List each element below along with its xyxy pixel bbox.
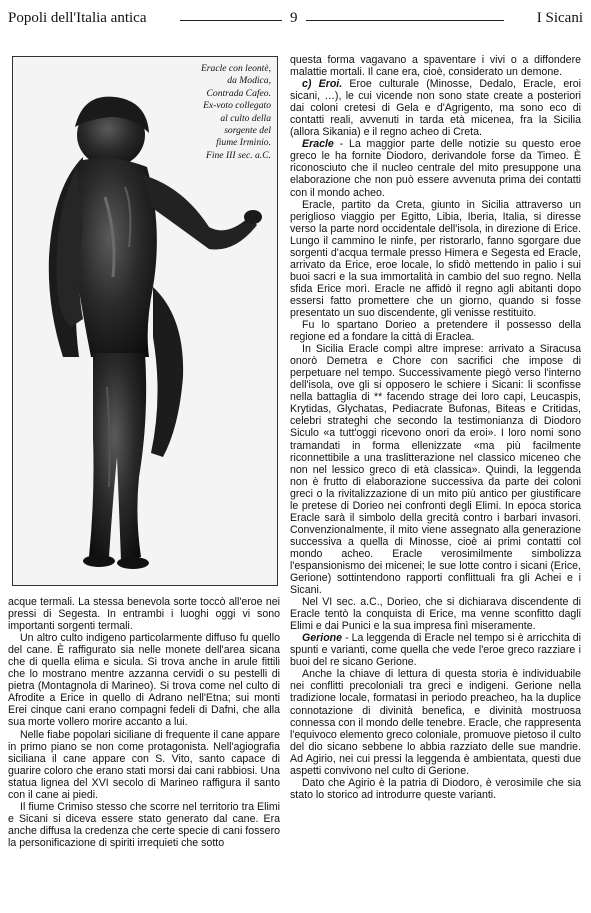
- header-rule-left: [180, 20, 282, 21]
- book-title: Popoli dell'Italia antica: [8, 10, 147, 26]
- paragraph: Anche la chiave di lettura di questa storia è individuabile nei conflitti precoloniali tra greci e indigeni. Gerione nella tradizione locale, formatasi in periodo preacheo, ha la duplice connotazione di divinità benefica, e divinità mostruosa connessa con il mondo delle tenebre. Eracle, che rappresenta l'equivoco elemento greco coloniale, promuove pietoso il culto del dio sicano sebbene lo abbia razziato delle sue mandrie. Ad Agirio, nei cui pressi la leggenda è ambientata, questi due aspetti convivono nel culto di Gerione.: [290, 668, 581, 777]
- paragraph: Nelle fiabe popolari siciliane di frequente il cane appare in primo piano se non come protagonista. Nell'agiografia siciliana il cane appare con S. Vito, santo capace di guarire coloro che erano stati morsi dai cani rabbiosi. Una statua lignea del XVI secolo di Marineo raffigura il santo con il cane ai piedi.: [8, 728, 280, 801]
- gerione-heading: Gerione: [302, 632, 343, 645]
- paragraph: Un altro culto indigeno particolarmente diffuso fu quello del cane. È raffigurato sia nelle monete dell'area sicana che di quella elima e sicula. Si trova anche in arule fittili che lo mostrano mentre azzanna cervidi o su pestelli di pietra (Montagnola di Marineo). Si trova come nel culto di Afrodite a Erice in quello di Adrano nell'Etna; sui monti Erei cinque cani erano compagni fedeli di Dafni, che alla sua morte vollero morire accanto a lui.: [8, 632, 280, 729]
- eroi-heading: c) Eroi.: [302, 78, 343, 91]
- eracle-paragraph: [290, 138, 581, 198]
- eroi-text: Eroe culturale (Minosse, Dedalo, Eracle, eroi sicani, …), le cui vicende non sono state create a posteriori dai coloni cretesi di Gela e d'Agrigento, ma sono eco di contatti reali, avvenuti in tarda età micenea, fra la Sicilia (allora Sikania) e il regno acheo di Creta.: [290, 78, 581, 139]
- figure-caption: Eracle con leontè, da Modica, Contrada Cafeo. Ex-voto collegato al culto della sorgente del fiume Irminio. Fine III sec. a.C.: [200, 63, 271, 161]
- running-header: [8, 6, 583, 28]
- statue-figure: [12, 56, 278, 586]
- paragraph: In Sicilia Eracle compì altre imprese: arrivato a Siracusa onorò Demetra e Chore con sacrifici che impose di perpetuare nel tempo. Successivamente piegò verso l'interno dell'isola, ove gli si opposero le schiere i Sicani: li sconfisse nella battaglia di ** facendo strage dei loro capi, Leucaspis, Krytidas, Glychatas, Pediacrate Bufonas, Biteas e Critidas, celebri strateghi che secondo la testimonianza di Diodoro Siculo «a tutt'oggi ricevono onori da eroi». I loro nomi sono tramandati in forma ellenizzate «ma più facilmente riconnettibile a una traslitterazione nel classico miceneo che non nel lessico greco di età classica». Quindi, la leggenda non è frutto di elaborazione successiva da parte dei coloni greci o la rivitalizzazione di un mito più antico per giustificare le pretese di Dorieo nei confronti degli Elimi. In epoca storica Eracle sarà il simbolo della grecità contro i barbari invasori. Convenzionalmente, il mito viene assegnato alla generazione successiva a quella di Minosse, cioè ai primi contatti col mondo acheo. Eracle verosimilmente simbolizza l'espansionismo dei micenei; le sue lotte contro i sicani (Erice, Gerione) sottintendono rapporti conflittuali fra gli Achei e i Sicani.: [290, 343, 581, 597]
- gerione-paragraph: [290, 632, 581, 668]
- paragraph: questa forma vagavano a spaventare i vivi o a diffondere malattie mortali. Il cane era, cioè, considerato un demone.: [290, 54, 581, 79]
- paragraph: Fu lo spartano Dorieo a pretendere il possesso della regione ed a fondare la città di Eraclea.: [290, 319, 581, 344]
- paragraph: acque termali. La stessa benevola sorte toccò all'eroe nei pressi di Segesta. In entrambi i luoghi oggi vi sono importanti sorgenti termali.: [8, 596, 280, 633]
- eracle-heading: Eracle: [302, 138, 334, 151]
- page-number: 9: [290, 10, 298, 26]
- gerione-text: - La leggenda di Eracle nel tempo si è arricchita di spunti e varianti, come quella che vede l'eroe greco razziare i buoi del re sicano Gerione.: [290, 632, 581, 669]
- eroi-paragraph: [290, 78, 581, 138]
- paragraph: Dato che Agirio è la patria di Diodoro, è verosimile che sia stato lo storico ad introdurre queste varianti.: [290, 776, 581, 801]
- paragraph: Nel VI sec. a.C., Dorieo, che si dichiarava discendente di Eracle tentò la conquista di Erice, ma venne sconfitto dagli Elimi e dai Punici e la sua impresa finì miseramente.: [290, 596, 581, 633]
- eracle-text: - La maggior parte delle notizie su questo eroe greco le ha fornite Diodoro, derivandole forse da Timeo. È riconosciuto che il nucleo centrale del mito presuppone una elaborazione che non può essere avvenuta prima dei contatti con il mondo acheo.: [290, 138, 581, 199]
- section-title: I Sicani: [536, 10, 583, 26]
- header-rule-right: [306, 20, 504, 21]
- right-column-text: [290, 54, 581, 801]
- left-column-text: [8, 596, 280, 849]
- paragraph: Eracle, partito da Creta, giunto in Sicilia attraverso un periglioso viaggio per Egitto, Libia, Iberia, Italia, si diresse verso la parte nord occidentale dell'isola, in direzione di Erice. Lungo il cammino le ninfe, per ristorarlo, fanno sgorgare due sorgenti d'acqua termale presso Himera e Segesta ed Eracle, arrivato da Erice, eroe locale, lo sfidò mettendo in palio i sui buoi sacri e la sua immortalità in cambio del suo regno. Nella sfida Erice morì. Eracle ne affidò il regno agli abitanti dopo essersi fatto promettere che un giorno, quando si fosse presentato un suo discendente, gli venisse restituito.: [290, 198, 581, 319]
- paragraph: Il fiume Crimiso stesso che scorre nel territorio tra Elimi e Sicani si diceva essere stato generato dal cane. Era anche diffusa la credenza che certe specie di cani fossero la personificazione di spiriti irrequieti che sotto: [8, 800, 280, 849]
